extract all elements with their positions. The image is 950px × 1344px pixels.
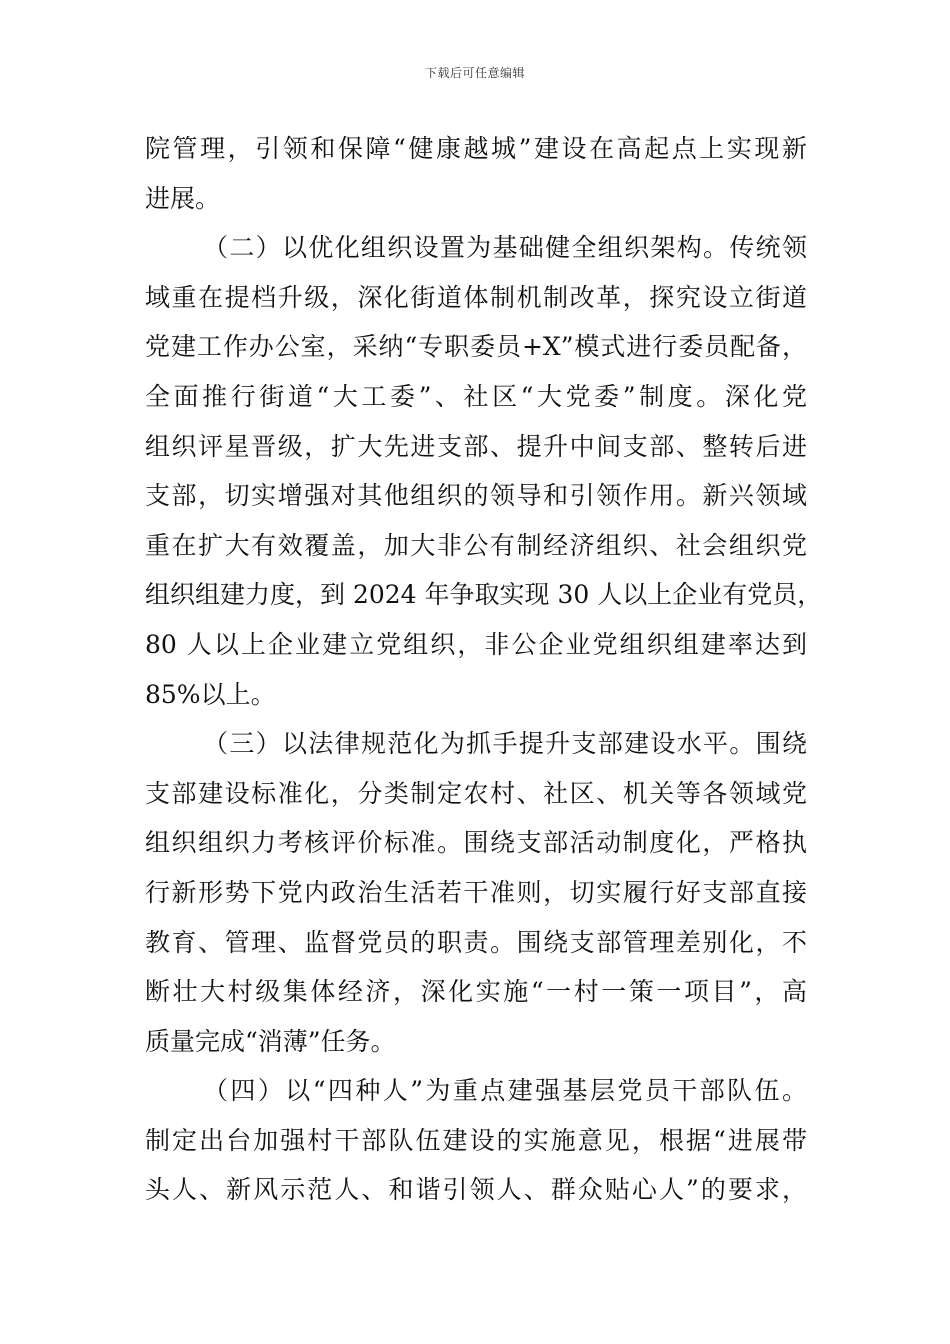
text-line: 制定出台加强村干部队伍建设的实施意见，根据“进展带: [145, 1125, 807, 1155]
text-line: 头人、新风示范人、和谐引领人、群众贴心人”的要求，: [145, 1175, 807, 1205]
text-line: 院管理，引领和保障“健康越城”建设在高起点上实现新: [145, 134, 807, 163]
text-line: 支部建设标准化，分类制定农村、社区、机关等各领域党: [145, 778, 807, 808]
text-line: 行新形势下党内政治生活若干准则，切实履行好支部直接: [145, 877, 807, 907]
text-line: 组织评星晋级，扩大先进支部、提升中间支部、整转后进: [145, 431, 807, 461]
text-line: （四）以“四种人”为重点建强基层党员干部队伍。: [203, 1076, 807, 1106]
text-line: 80 人以上企业建立党组织，非公企业党组织组建率达到: [145, 629, 807, 659]
text-line: 质量完成“消薄”任务。: [145, 1026, 396, 1056]
document-body: [145, 124, 823, 1215]
text-line: （二）以优化组织设置为基础健全组织架构。传统领: [203, 233, 807, 263]
text-line: 全面推行街道“大工委”、社区“大党委”制度。深化党: [145, 381, 807, 411]
text-line: （三）以法律规范化为抓手提升支部建设水平。围绕: [203, 729, 807, 759]
text-line: 域重在提档升级，深化街道体制机制改革，探究设立街道: [145, 282, 807, 312]
text-line: 支部，切实增强对其他组织的领导和引领作用。新兴领域: [145, 481, 807, 511]
text-line: 进展。: [145, 183, 221, 213]
text-line: 重在扩大有效覆盖，加大非公有制经济组织、社会组织党: [145, 530, 807, 560]
text-line: 党建工作办公室，采纳“专职委员+X”模式进行委员配备，: [145, 332, 807, 362]
text-line: 组织组织力考核评价标准。围绕支部活动制度化，严格执: [145, 828, 807, 858]
text-line: 组织组建力度，到 2024 年争取实现 30 人以上企业有党员，: [145, 580, 823, 610]
page-header: 下载后可任意编辑: [424, 66, 525, 80]
text-line: 断壮大村级集体经济，深化实施“一村一策一项目”，高: [145, 977, 807, 1007]
text-line: 85%以上。: [145, 679, 276, 709]
text-line: 教育、管理、监督党员的职责。围绕支部管理差别化，不: [145, 927, 807, 957]
